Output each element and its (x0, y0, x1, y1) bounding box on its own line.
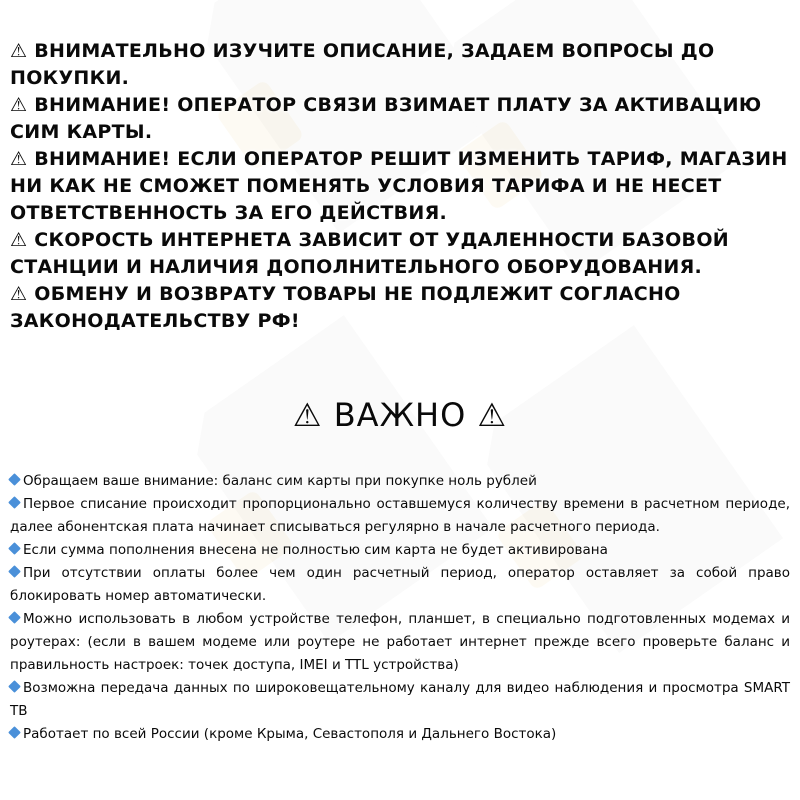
blue-diamond-icon (8, 565, 21, 578)
warning-text: ⚠ ВНИМАНИЕ! ОПЕРАТОР СВЯЗИ ВЗИМАЕТ ПЛАТУ ЗА АКТИВАЦИЮ СИМ КАРТЫ. (10, 94, 762, 143)
warning-text: ⚠ ВНИМАНИЕ! ЕСЛИ ОПЕРАТОР РЕШИТ ИЗМЕНИТЬ ТАРИФ, МАГАЗИН НИ КАК НЕ СМОЖЕТ ПОМЕНЯТЬ УСЛОВИЯ ТАРИФА И НЕ НЕСЕТ ОТВЕТСТВЕННОСТЬ ЗА ЕГО ДЕЙСТВИЯ. (10, 148, 788, 224)
info-item-text: Первое списание происходит пропорционально оставшемуся количеству времени в расчетном периоде, далее абонентская плата начинает списываться регулярно в начале расчетного периода. (10, 496, 790, 535)
info-item-text: Работает по всей России (кроме Крыма, Севастополя и Дальнего Востока) (23, 726, 557, 742)
blue-diamond-icon (8, 542, 21, 555)
warning-text: ⚠ ВНИМАТЕЛЬНО ИЗУЧИТЕ ОПИСАНИЕ, ЗАДАЕМ ВОПРОСЫ ДО ПОКУПКИ. (10, 40, 715, 89)
info-item-text: Обращаем ваше внимание: баланс сим карты при покупке ноль рублей (23, 473, 537, 489)
warnings-block (10, 38, 792, 335)
info-item (10, 470, 790, 493)
warning-text: ⚠ СКОРОСТЬ ИНТЕРНЕТА ЗАВИСИТ ОТ УДАЛЕННОСТИ БАЗОВОЙ СТАНЦИИ И НАЛИЧИЯ ДОПОЛНИТЕЛЬНОГО ОБОРУДОВАНИЯ. (10, 229, 729, 278)
info-list (10, 470, 790, 746)
blue-diamond-icon (8, 473, 21, 486)
info-item (10, 539, 790, 562)
warning-text: ⚠ ОБМЕНУ И ВОЗВРАТУ ТОВАРЫ НЕ ПОДЛЕЖИТ СОГЛАСНО ЗАКОНОДАТЕЛЬСТВУ РФ! (10, 283, 681, 332)
info-item-text: При отсутствии оплаты более чем один расчетный период, оператор оставляет за собой право блокировать номер автоматически. (10, 565, 790, 604)
info-item (10, 723, 790, 746)
info-item (10, 562, 790, 608)
blue-diamond-icon (8, 726, 21, 739)
blue-diamond-icon (8, 496, 21, 509)
blue-diamond-icon (8, 611, 21, 624)
important-heading: ⚠ ВАЖНО ⚠ (292, 396, 508, 434)
info-item (10, 608, 790, 677)
info-item-text: Можно использовать в любом устройстве телефон, планшет, в специально подготовленных модемах и роутерах: (если в вашем модеме или роутере не работает интернет прежде всего проверьте баланс и правильность настроек: точек доступа, IMEI и TTL устройства) (10, 611, 790, 673)
info-item-text: Если сумма пополнения внесена не полностью сим карта не будет активирована (23, 542, 608, 558)
info-item-text: Возможна передача данных по широковещательному каналу для видео наблюдения и просмотра SMART TB (10, 680, 790, 719)
blue-diamond-icon (8, 680, 21, 693)
info-item (10, 493, 790, 539)
info-item (10, 677, 790, 723)
